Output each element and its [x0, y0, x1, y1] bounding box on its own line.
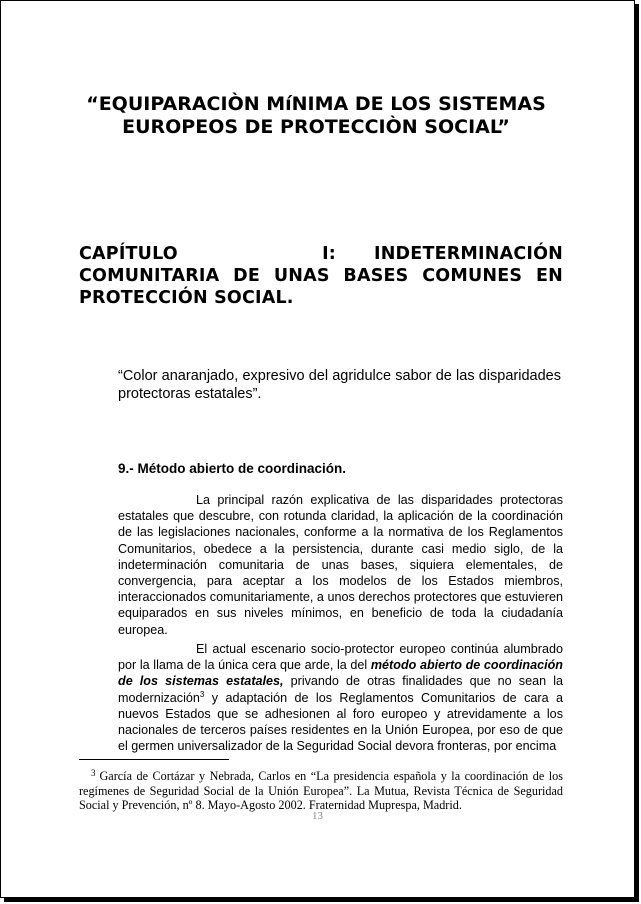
footnote-reference[interactable]: 3 — [199, 689, 205, 699]
chapter-title: INDETERMINACIÓN COMUNITARIA DE UNAS BASES COMUNES EN PROTECCIÓN SOCIAL. — [79, 244, 563, 308]
title-line-1: “EQUIPARACIÒN MíNIMA DE LOS SISTEMAS — [86, 93, 546, 115]
page-number: 13 — [312, 810, 323, 822]
footnote — [79, 766, 563, 813]
chapter-heading — [79, 243, 563, 309]
footnote-number: 3 — [91, 768, 96, 778]
chapter-label: CAPÍTULO I: — [79, 244, 336, 264]
section-heading: 9.- Método abierto de coordinación. — [118, 461, 347, 476]
paragraph-2-text-a: El actual escenario socio-protector europeo continúa alumbrado por la llama de la única cera que arde, la del — [118, 642, 563, 673]
paragraph-2-emphasis: método abierto de coordinación de los sistemas estatales, — [118, 658, 563, 689]
epigraph-quote: “Color anaranjado, expresivo del agridulce sabor de las disparidades protectoras estatales”. — [118, 368, 561, 402]
document-title — [71, 93, 561, 139]
paragraph-2 — [118, 641, 563, 754]
footnote-separator — [79, 759, 229, 760]
title-line-2: EUROPEOS DE PROTECCIÒN SOCIAL” — [122, 116, 510, 138]
footnote-text: García de Cortázar y Nebrada, Carlos en “La presidencia española y la coordinación de los regímenes de Seguridad Social de la Unión Europea”. La Mutua, Revista Técnica de Seguridad Social y Prevención, nº 8. Mayo-Agosto 2002. Fraternidad Muprespa, Madrid. — [79, 769, 563, 813]
paragraph-2-text-b: privando de otras finalidades que no sean la modernización — [118, 674, 564, 705]
paragraph-1: La principal razón explicativa de las disparidades protectoras estatales que descubre, con rotunda claridad, la aplicación de la coordinación de las legislaciones nacionales, conforme a la normativa de los Reglamentos Comunitarios, obedece a la persistencia, durante casi medio siglo, de la indeterminación comunitaria de unas bases, siquiera elementales, de convergencia, para aceptar a los modelos de los Estados miembros, interaccionados comunitariamente, a unos derechos protectores que estuvieren equiparados en sus niveles mínimos, en beneficio de toda la ciudadanía europea. — [118, 493, 563, 637]
paragraph-2-text-c: y adaptación de los Reglamentos Comunitarios de cara a nuevos Estados que se adhesionen al foro europeo y atrevidamente a los nacionales de terceros países residentes en la Unión Europea, por eso de que el germen universalizador de la Seguridad Social devora fronteras, por encima — [118, 690, 563, 754]
